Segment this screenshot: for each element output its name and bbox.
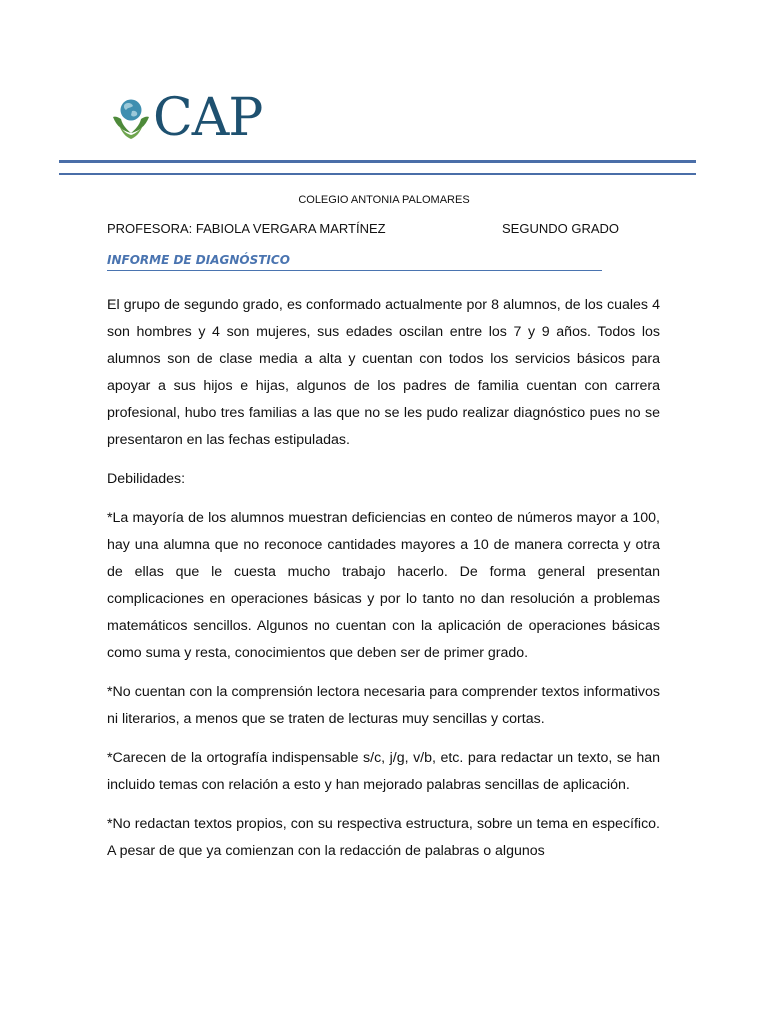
paragraph-spelling: *Carecen de la ortografía indispensable s/c, j/g, v/b, etc. para redactar un texto, se han incluido temas con relación a esto y han mejorado palabras sencillas de aplicación. bbox=[107, 750, 660, 793]
document-body bbox=[107, 292, 660, 877]
header-divider-thin bbox=[59, 173, 696, 175]
teacher-grade-row bbox=[107, 221, 627, 236]
paragraph-reading: *No cuentan con la comprensión lectora necesaria para comprender textos informativos ni literarios, a menos que se traten de lecturas muy sencillas y cortas. bbox=[107, 684, 660, 727]
logo-wordmark: CAP bbox=[153, 88, 263, 148]
paragraph-intro: El grupo de segundo grado, es conformado actualmente por 8 alumnos, de los cuales 4 son hombres y 4 son mujeres, sus edades oscilan entre los 7 y 9 años. Todos los alumnos son de clase media a alta y cuentan con todos los servicios básicos para apoyar a sus hijos e hijas, algunos de los padres de familia cuentan con carrera profesional, hubo tres familias a las que no se les pudo realizar diagnóstico pues no se presentaron en las fechas estipuladas. bbox=[107, 297, 660, 448]
grade-label: SEGUNDO GRADO bbox=[502, 221, 620, 236]
school-name: COLEGIO ANTONIA PALOMARES bbox=[298, 194, 470, 206]
globe-hands-icon bbox=[110, 95, 152, 141]
header-divider-thick bbox=[59, 160, 696, 163]
paragraph-math: *La mayoría de los alumnos muestran deficiencias en conteo de números mayor a 100, hay una alumna que no reconoce cantidades mayores a 10 de manera correcta y otra de ellas que le cuesta mucho trabajo hacerlo. De forma general presentan complicaciones en operaciones básicas y por lo tanto no dan resolución a problemas matemáticos sencillos. Algunos no cuentan con la aplicación de operaciones básicas como suma y resta, conocimientos que deben ser de primer grado. bbox=[107, 510, 660, 661]
teacher-name: PROFESORA: FABIOLA VERGARA MARTÍNEZ bbox=[107, 221, 386, 236]
paragraph-weaknesses-heading: Debilidades: bbox=[107, 471, 186, 487]
paragraph-writing: *No redactan textos propios, con su respectiva estructura, sobre un tema en específico. A pesar de que ya comienzan con la redacción de palabras o algunos bbox=[107, 816, 660, 859]
report-title: INFORME DE DIAGNÓSTICO bbox=[107, 253, 602, 271]
cap-logo bbox=[110, 88, 263, 148]
